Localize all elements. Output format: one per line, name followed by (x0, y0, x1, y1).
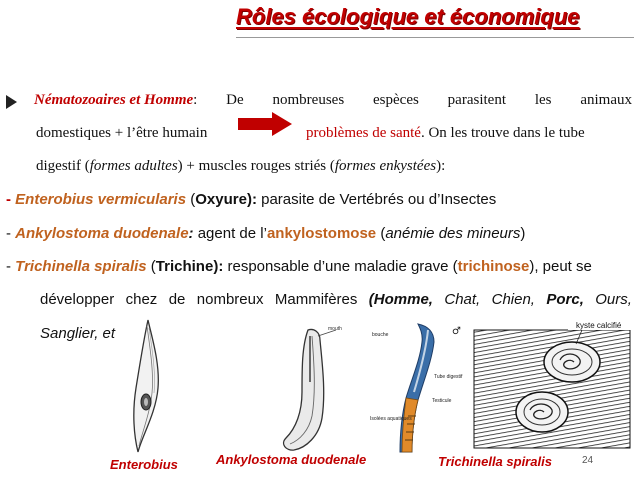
arrow-bullet-icon (6, 95, 17, 109)
topic-label: Nématozoaires et Homme (34, 92, 194, 108)
trichinella-label-low: Isolées aquatiques (370, 416, 412, 422)
male-symbol-icon: ♂ (452, 326, 461, 337)
health-problems-text: problèmes de santé (306, 125, 421, 141)
trichinella-label-bouche: bouche (372, 332, 389, 338)
trichinella-label-tube: Tube digestif (434, 374, 463, 380)
page-number: 24 (582, 455, 594, 466)
title-rule (236, 37, 634, 38)
paragraph-line-1: Nématozoaires et Homme: De nombreuses espèces parasitent les animaux (34, 92, 632, 108)
ankylostoma-drawing (266, 322, 354, 454)
kyste-label: kyste calcifié (576, 321, 622, 330)
caption-trichinella: Trichinella spiralis (438, 454, 552, 469)
ankylostoma-label: mouth (328, 326, 342, 332)
right-arrow-icon (238, 112, 292, 136)
caption-enterobius: Enterobius (110, 457, 178, 472)
item-trichinella: - Trichinella spiralis (Trichine): responsable d’une maladie grave (trichinose), peut se (6, 258, 592, 275)
item-trichinella-line-2: développer chez de nombreux Mammifères (Homme, Chat, Chien, Porc, Ours, (40, 291, 632, 308)
item-trichinella-line-3: Sanglier, et (40, 325, 116, 342)
item-ankylostoma: - Ankylostoma duodenale: agent de l’ankylostomose (anémie des mineurs) (6, 225, 526, 242)
paragraph-line-2: domestiques + l’être humain problèmes de santé. On les trouve dans le tube (36, 125, 585, 141)
caption-ankylostoma: Ankylostoma duodenale (216, 452, 367, 467)
paragraph-line-3: digestif (formes adultes) + muscles rouges striés (formes enkystées): (36, 158, 446, 174)
slide-title: Rôles écologique et économique (236, 4, 580, 29)
trichinella-label-testicule: Testicule (432, 398, 452, 404)
enterobius-drawing (112, 318, 184, 454)
item-enterobius: - Enterobius vermicularis (Oxyure): parasite de Vertébrés ou d’Insectes (6, 191, 497, 208)
trichinella-cyst-drawing (472, 320, 632, 450)
trichinella-male-drawing (368, 320, 466, 456)
